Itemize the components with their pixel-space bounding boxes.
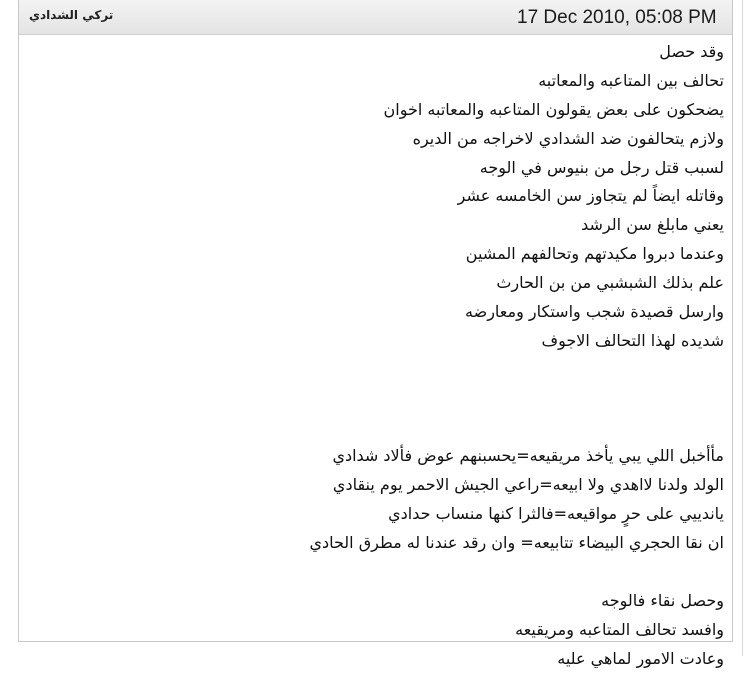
post-text-line: وقد حصل <box>659 42 724 61</box>
post-text-line: علم بذلك الشبشبي من بن الحارث <box>496 273 724 293</box>
post-text-line: ولازم يتحالفون ضد الشدادي لاخراجه من الديره <box>412 128 724 148</box>
post-text-line: شديده لهذا التحالف الاجوف <box>541 330 724 350</box>
blank-line <box>34 414 724 443</box>
blank-line <box>34 385 724 414</box>
post-text-line: وعندما دبروا مكيدتهم وتحالفهم المشين <box>465 244 724 264</box>
post-text-line: يعني مابلغ سن الرشد <box>581 215 724 235</box>
post-text-line: وحصل نقاء فالوجه <box>601 590 724 610</box>
post-text-line: ان نقا الحجري البيضاء تتابيعه= وان رقد عندنا له مطرق الحادي <box>309 533 724 553</box>
blank-line <box>34 356 724 385</box>
post-text-line: مأأخبل اللي يبي يأخذ مريقيعه=يحسبنهم عوض فألاد شدادي <box>332 446 724 466</box>
post-text-line: وقاتله ايضاً لم يتجاوز سن الخامسه عشر <box>457 186 724 206</box>
blank-line <box>34 558 724 587</box>
post-text-line: وعادت الامور لماهي عليه <box>557 648 724 668</box>
post-author-link[interactable]: تركي الشدادي <box>29 8 114 22</box>
post-body <box>34 38 724 674</box>
post-date: 17 Dec 2010, 05:08 PM <box>517 7 717 28</box>
scrollbar-edge <box>742 0 743 656</box>
forum-post <box>18 0 733 668</box>
post-text-line: وافسد تحالف المتاعبه ومريقيعه <box>515 619 724 639</box>
post-text-line: ياندييي على حرٍ مواقيعه=فالثرا كنها منساب حدادي <box>388 504 724 524</box>
post-text-line: الولد ولدنا لااهدي ولا ابيعه=راعي الجيش الاحمر يوم ينقادي <box>332 475 724 495</box>
post-header <box>19 0 732 35</box>
post-text-line: لسبب قتل رجل من بنيوس في الوجه <box>479 157 724 177</box>
post-text-line: وارسل قصيدة شجب واستكار ومعارضه <box>465 302 724 322</box>
post-text-line: تحالف بين المتاعبه والمعاتبه <box>538 70 724 90</box>
post-text-line: يضحكون على بعض يقولون المتاعبه والمعاتبه اخوان <box>383 99 724 119</box>
